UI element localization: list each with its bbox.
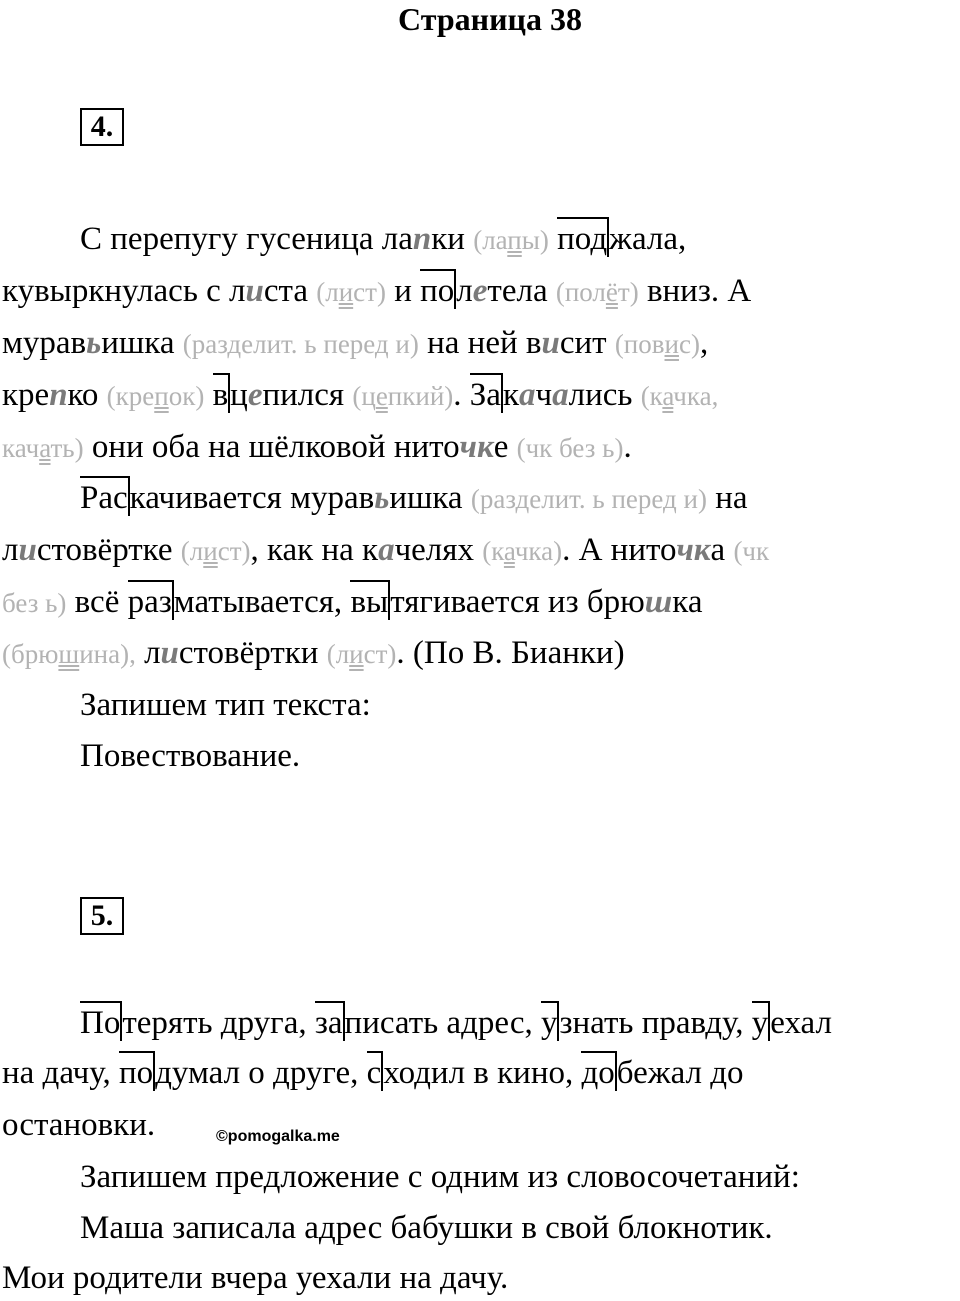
prefix-mark: по — [420, 269, 456, 309]
prefix-mark: раз — [128, 580, 174, 620]
prefix-mark: под — [557, 217, 609, 257]
task5-line3: остановки. — [2, 1107, 156, 1143]
watermark: ©pomogalka.me — [216, 1128, 340, 1145]
prefix-mark: вы — [350, 580, 390, 620]
task4-p1-line3: муравьишка (разделит. ь перед и) на ней висит (повис), — [2, 325, 709, 361]
task4-p1-line4: крепко (крепок) вцепился (цепкий). Закачались (качка, — [2, 375, 718, 416]
task4-p2-line1: Раскачивается муравьишка (разделит. ь перед и) на — [80, 478, 748, 519]
prefix-mark: у — [541, 1001, 560, 1041]
prefix-mark: в — [213, 373, 231, 413]
prefix-mark: Рас — [80, 476, 130, 516]
task4-p1-line5: качать) они оба на шёлковой ниточке (чк без ь). — [2, 429, 632, 465]
prefix-mark: за — [315, 1001, 345, 1041]
task5-line2: на дачу, подумал о друге, сходил в кино, добежал до — [2, 1053, 744, 1093]
task4-type-prompt: Запишем тип текста: — [80, 687, 371, 723]
task-4-number: 4. — [80, 108, 124, 146]
task5-answer-1: Маша записала адрес бабушки в свой блокнотик. — [80, 1210, 773, 1246]
task4-p1-line2: кувыркнулась с листа (лист) и полетела (полёт) вниз. А — [2, 271, 751, 312]
task-5-number: 5. — [80, 897, 124, 935]
task5-prompt: Запишем предложение с одним из словосочетаний: — [80, 1159, 800, 1195]
task4-p2-line3: без ь) всё разматывается, вытягивается из брюшка — [2, 582, 702, 623]
page-title: Страница 38 — [398, 1, 582, 37]
task4-p1-line1: С перепугу гусеница лапки (лапы) поджала, — [80, 219, 686, 260]
prefix-mark: до — [581, 1051, 616, 1091]
prefix-mark: По — [80, 1001, 122, 1041]
prefix-mark: у — [752, 1001, 771, 1041]
task4-p2-line4: (брюшина), листовёртки (лист). (По В. Бианки) — [2, 635, 625, 671]
task5-line1: Потерять друга, записать адрес, узнать правду, уехал — [80, 1003, 832, 1043]
prefix-mark: по — [119, 1051, 155, 1091]
task4-p2-line2: листовёртке (лист), как на качелях (качка). А ниточка (чк — [2, 532, 770, 568]
task5-answer-2: Мои родители вчера уехали на дачу. — [2, 1260, 509, 1296]
task4-type-answer: Повествование. — [80, 738, 301, 774]
prefix-mark: с — [367, 1051, 384, 1091]
prefix-mark: За — [470, 373, 503, 413]
